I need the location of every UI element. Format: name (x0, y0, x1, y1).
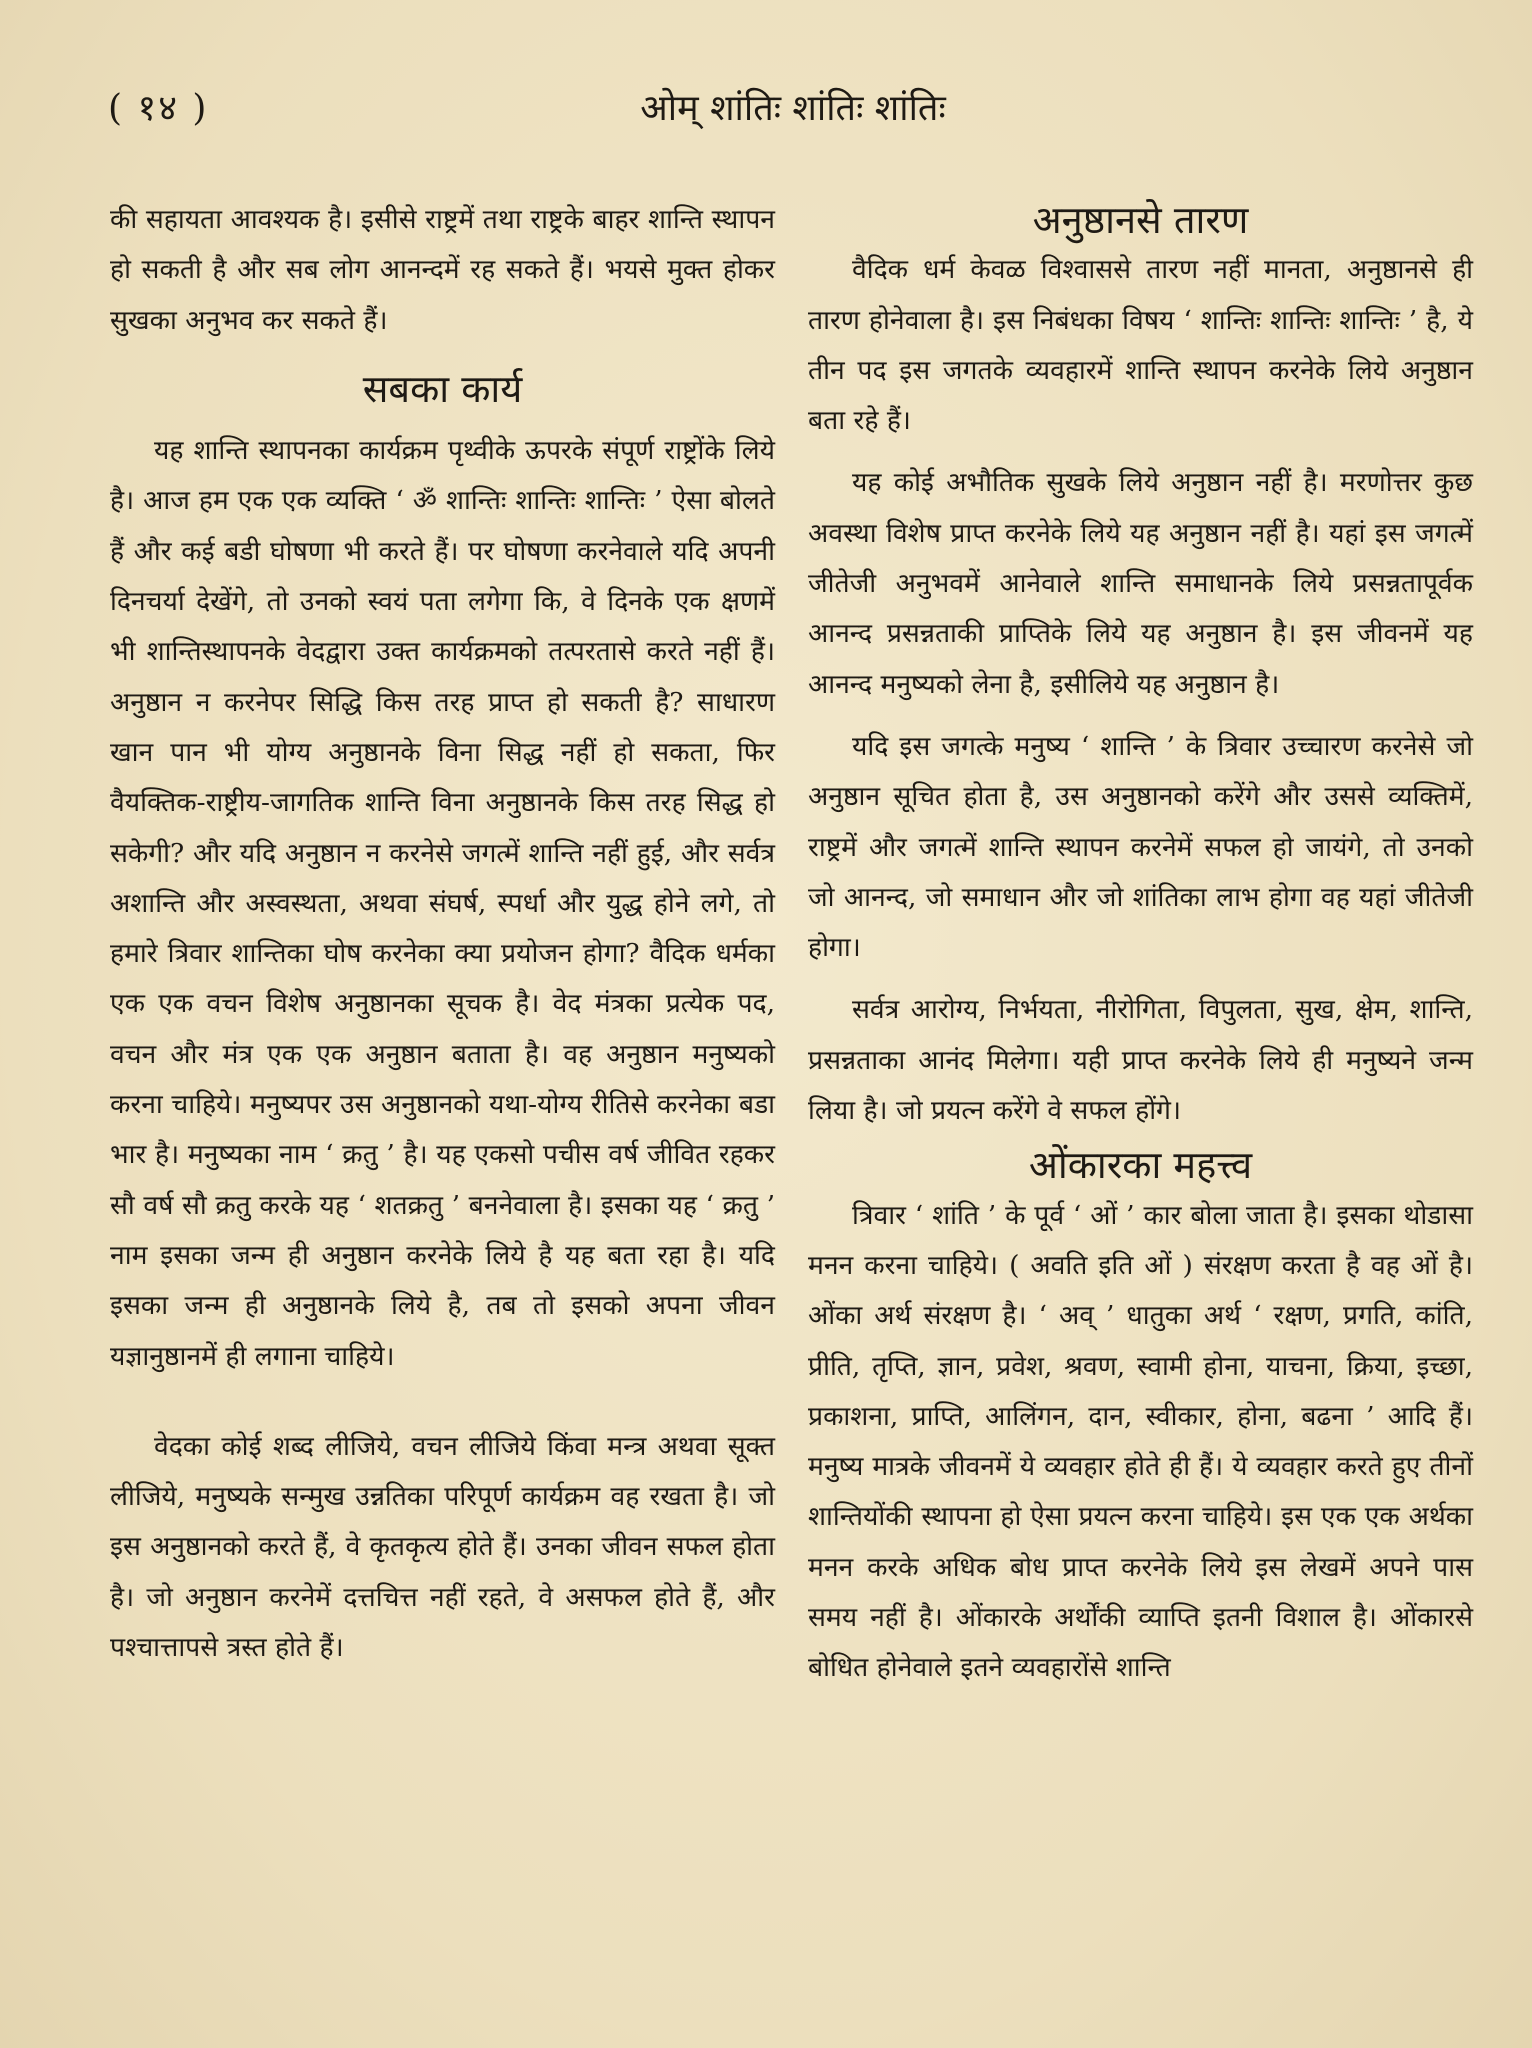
section-heading: ओंकारका महत्त्व (1028, 1143, 1253, 1188)
page-number: ( १४ ) (108, 88, 209, 129)
paragraph: त्रिवार ‘ शांति ’ के पूर्व ‘ ओं ’ कार बोला जाता है। इसका थोडासा मनन करना चाहिये। ( अवति इति ओं ) संरक्षण करता है वह ओं है। ओंका अर्थ संरक्षण है। ‘ अव् ’ धातुका अर्थ ‘ रक्षण, प्रगति, कांति, प्रीति, तृप्ति, ज्ञान, प्रवेश, श्रवण, स्वामी होना, याचना, क्रिया, इच्छा, प्रकाशना, प्राप्ति, आलिंगन, दान, स्वीकार, होना, बढना ’ आदि हैं। मनुष्य मात्रके जीवनमें ये व्यवहार होते ही हैं। ये व्यवहार करते हुए तीनों शान्तियोंकी स्थापना हो ऐसा प्रयत्न करना चाहिये। इस एक एक अर्थका मनन करके अधिक बोध प्राप्त करनेके लिये इस लेखमें अपने पास समय नहीं है। ओंकारके अर्थोंकी व्याप्ति इतनी विशाल है। ओंकारसे बोधित होनेवाले इतने व्यवहारोंसे शान्ति (808, 1199, 1473, 1684)
paragraph: वैदिक धर्म केवळ विश्वाससे तारण नहीं मानता, अनुष्ठानसे ही तारण होनेवाला है। इस निबंधका विषय ‘ शान्तिः शान्तिः शान्तिः ’ है, ये तीन पद इस जगतके व्यवहारमें शान्ति स्थापन करनेके लिये अनुष्ठान बता रहे हैं। (808, 254, 1473, 437)
right-column (808, 195, 1473, 1694)
section-heading: अनुष्ठानसे तारण (1032, 198, 1249, 242)
paragraph: वेदका कोई शब्द लीजिये, वचन लीजिये किंवा मन्त्र अथवा सूक्त लीजिये, मनुष्यके सन्मुख उन्नतिका परिपूर्ण कार्यक्रम वह रखता है। जो इस अनुष्ठानको करते हैं, वे कृतकृत्य होते हैं। उनका जीवन सफल होता है। जो अनुष्ठान करनेमें दत्तचित्त नहीं रहते, वे असफल होते हैं, और पश्चात्तापसे त्रस्त होते हैं। (110, 1430, 775, 1664)
section-heading: सबका कार्य (362, 366, 523, 411)
paragraph: यह शान्ति स्थापनका कार्यक्रम पृथ्वीके ऊपरके संपूर्ण राष्ट्रोंके लिये है। आज हम एक एक व्यक्ति ‘ ॐ शान्तिः शान्तिः शान्तिः ’ ऐसा बोलते हैं और कई बडी घोषणा भी करते हैं। पर घोषणा करनेवाले यदि अपनी दिनचर्या देखेंगे, तो उनको स्वयं पता लगेगा कि, वे दिनके एक क्षणमें भी शान्तिस्थापनके वेदद्वारा उक्त कार्यक्रमको तत्परतासे करते नहीं हैं। अनुष्ठान न करनेपर सिद्धि किस तरह प्राप्त हो सकती है? साधारण खान पान भी योग्य अनुष्ठानके विना सिद्ध नहीं हो सकता, फिर वैयक्तिक-राष्ट्रीय-जागतिक शान्ति विना अनुष्ठानके किस तरह सिद्ध हो सकेगी? और यदि अनुष्ठान न करनेसे जगत्में शान्ति नहीं हुई, और सर्वत्र अशान्ति और अस्वस्थता, अथवा संघर्ष, स्पर्धा और युद्ध होने लगे, तो हमारे त्रिवार शान्तिका घोष करनेका क्या प्रयोजन होगा? वैदिक धर्मका एक एक वचन विशेष अनुष्ठानका सूचक है। वेद मंत्रका प्रत्येक पद, वचन और मंत्र एक एक अनुष्ठान बताता है। वह अनुष्ठान मनुष्यको करना चाहिये। मनुष्यपर उस अनुष्ठानको यथा-योग्य रीतिसे करनेका बडा भार है। मनुष्यका नाम ‘ क्रतु ’ है। यह एकसो पचीस वर्ष जीवित रहकर सौ वर्ष सौ क्रतु करके यह ‘ शतक्रतु ’ बननेवाला है। इसका यह ‘ क्रतु ’ नाम इसका जन्म ही अनुष्ठान करनेके लिये है यह बता रहा है। यदि इसका जन्म ही अनुष्ठानके लिये है, तब तो इसको अपना जीवन यज्ञानुष्ठानमें ही लगाना चाहिये। (110, 435, 775, 1372)
paragraph: यह कोई अभौतिक सुखके लिये अनुष्ठान नहीं है। मरणोत्तर कुछ अवस्था विशेष प्राप्त करनेके लिये यह अनुष्ठान नहीं है। यहां इस जगत्में जीतेजी अनुभवमें आनेवाले शान्ति समाधानके लिये प्रसन्नतापूर्वक आनन्द प्रसन्नताकी प्राप्तिके लिये यह अनुष्ठान है। इस जीवनमें यह आनन्द मनुष्यको लेना है, इसीलिये यह अनुष्ठान है। (808, 467, 1473, 700)
left-column (110, 195, 775, 1673)
paragraph: यदि इस जगत्के मनुष्य ‘ शान्ति ’ के त्रिवार उच्चारण करनेसे जो अनुष्ठान सूचित होता है, उस अनुष्ठानको करेंगे और उससे व्यक्तिमें, राष्ट्रमें और जगत्में शान्ति स्थापन करनेमें सफल हो जायंगे, तो उनको जो आनन्द, जो समाधान और जो शांतिका लाभ होगा वह यहां जीतेजी होगा। (808, 730, 1473, 964)
paragraph: की सहायता आवश्यक है। इसीसे राष्ट्रमें तथा राष्ट्रके बाहर शान्ति स्थापन हो सकती है और सब लोग आनन्दमें रह सकते हैं। भयसे मुक्त होकर सुखका अनुभव कर सकते हैं। (110, 204, 775, 336)
page-header (108, 82, 1478, 132)
running-title: ओम् शांतिः शांतिः शांतिः (640, 88, 946, 129)
paragraph: सर्वत्र आरोग्य, निर्भयता, नीरोगिता, विपुलता, सुख, क्षेम, शान्ति, प्रसन्नताका आनंद मिलेगा। यही प्राप्त करनेके लिये ही मनुष्यने जन्म लिया है। जो प्रयत्न करेंगे वे सफल होंगे। (808, 994, 1473, 1127)
